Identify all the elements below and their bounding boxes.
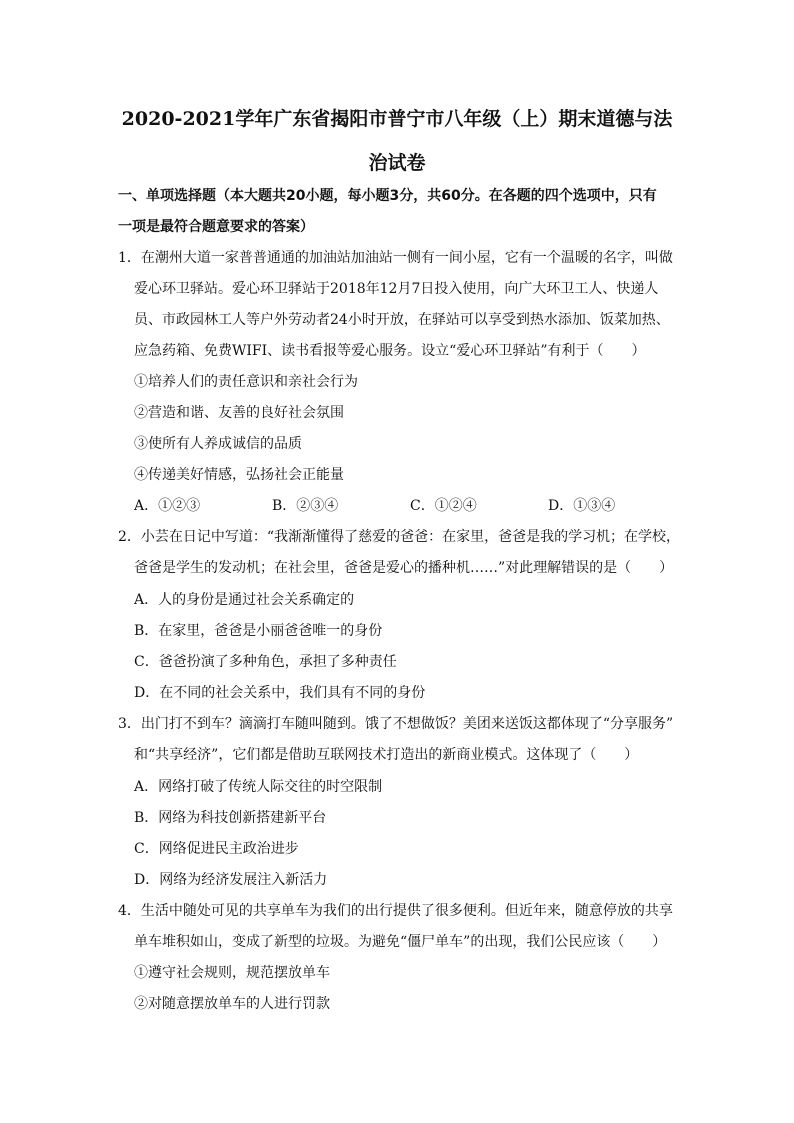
question-1-option-d[interactable]: D．①③④ [548,498,616,514]
question-1-option-c[interactable]: C．①②④ [410,498,477,514]
question-1-stem-line: 爱心环卫驿站。爱心环卫驿站于2018年12月7日投入使用，向广大环卫工人、快递人 [134,281,659,297]
question-1-option-a[interactable]: A．①②③ [134,498,201,514]
question-3-option-d[interactable]: D．网络为经济发展注入新活力 [134,872,328,888]
question-2-option-c[interactable]: C．爸爸扮演了多种角色，承担了多种责任 [134,654,397,670]
question-1-stem-line: 员、市政园林工人等户外劳动者24小时开放，在驿站可以享受到热水添加、饭菜加热、 [134,312,670,328]
question-3-stem-line: 3．出门打不到车？滴滴打车随叫随到。饿了不想做饭？美团来送饭这都体现了“分享服务” [118,716,674,732]
question-3-option-c[interactable]: C．网络促进民主政治进步 [134,841,299,857]
question-1-option-b[interactable]: B．②③④ [272,498,339,514]
question-4-stem-line: 单车堆积如山，变成了新型的垃圾。为避免“僵尸单车”的出现，我们公民应该（ ） [134,934,667,950]
question-2-option-d[interactable]: D．在不同的社会关系中，我们具有不同的身份 [134,685,426,701]
question-1-item: ③使所有人养成诚信的品质 [134,436,302,452]
question-4-item: ②对随意摆放单车的人进行罚款 [134,996,330,1012]
exam-title-line1: 2020-2021学年广东省揭阳市普宁市八年级（上）期末道德与法 [121,108,673,130]
question-1-item: ②营造和谐、友善的良好社会氛围 [134,405,344,421]
exam-title-line2: 治试卷 [368,152,426,174]
question-2-stem-line: 2．小芸在日记中写道：“我渐渐懂得了慈爱的爸爸：在家里，爸爸是我的学习机；在学校， [118,529,681,545]
question-2-option-a[interactable]: A．人的身份是通过社会关系确定的 [134,592,355,608]
section-heading-line1: 一、单项选择题（本大题共20小题，每小题3分，共60分。在各题的四个选项中，只有 [118,188,657,204]
question-3-stem-line: 和“共享经济”，它们都是借助互联网技术打造出的新商业模式。这体现了（ ） [134,747,639,763]
question-3-option-a[interactable]: A．网络打破了传统人际交往的时空限制 [134,779,383,795]
question-1-stem-line: 1．在潮州大道一家普普通通的加油站加油站一侧有一间小屋，它有一个温暖的名字，叫做 [118,250,673,266]
question-2-option-b[interactable]: B．在家里，爸爸是小丽爸爸唯一的身份 [134,623,383,639]
section-heading-line2: 一项是最符合题意要求的答案） [118,219,314,235]
question-1-item: ①培养人们的责任意识和亲社会行为 [134,374,358,390]
question-2-stem-line: 爸爸是学生的发动机；在社会里，爸爸是爱心的播种机……”对此理解错误的是（ ） [134,560,674,576]
question-1-stem-line: 应急药箱、免费WIFI、读书看报等爱心服务。设立“爱心环卫驿站”有利于（ ） [134,343,646,359]
question-4-item: ①遵守社会规则，规范摆放单车 [134,965,330,981]
question-1-item: ④传递美好情感，弘扬社会正能量 [134,467,344,483]
question-3-option-b[interactable]: B．网络为科技创新搭建新平台 [134,810,327,826]
question-4-stem-line: 4．生活中随处可见的共享单车为我们的出行提供了很多便利。但近年来，随意停放的共享 [118,903,673,919]
